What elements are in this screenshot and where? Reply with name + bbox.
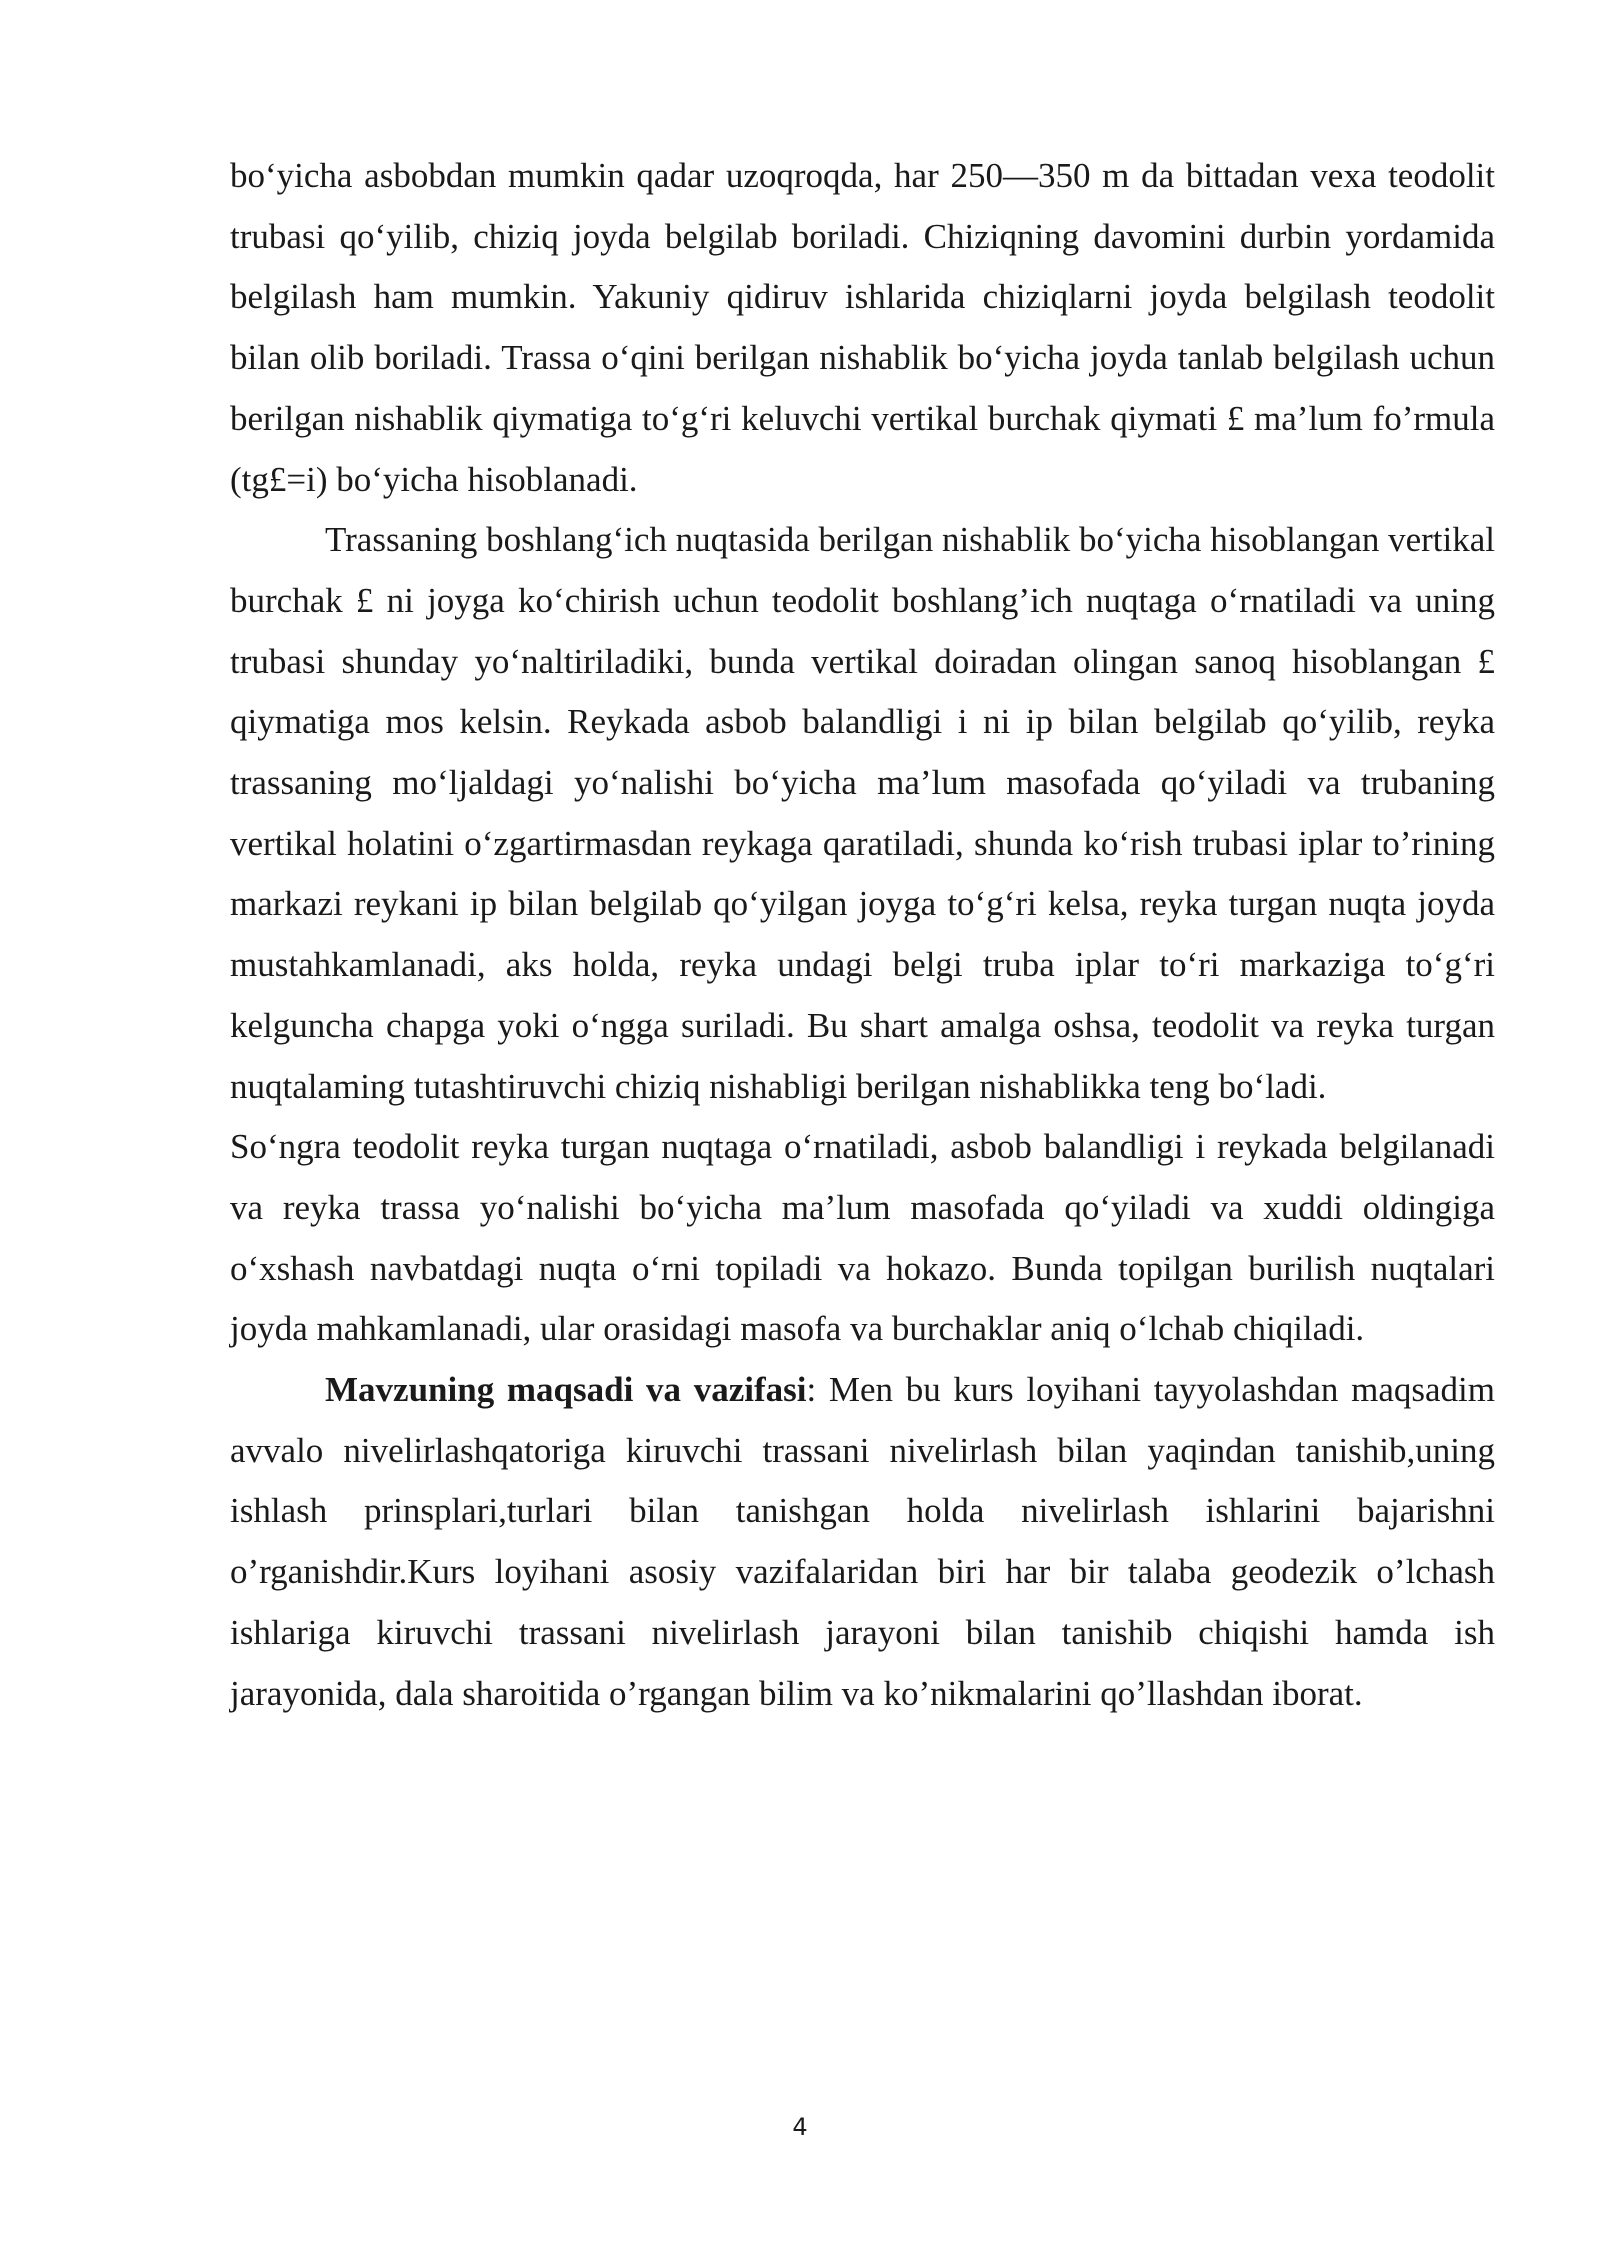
section-heading-inline: Mavzuning maqsadi va vazifasi bbox=[325, 1370, 807, 1410]
paragraph-4-text: : Men bu kurs loyihani tayyolashdan maqsadim avvalo nivelirlashqatoriga kiruvchi trassani nivelirlash bilan yaqindan tanishib,uning ishlash prinsplari,turlari bilan tanishgan holda nivelirlash ishlarini bajarishni o’rganishdir.Kurs loyihani asosiy vazifalaridan biri har bir talaba geodezik o’lchash ishlariga kiruvchi trassani nivelirlash jarayoni bilan tanishib chiqishi hamda ish jarayonida, dala sharoitida o’rgangan bilim va ko’nikmalarini qo’llashdan iborat. bbox=[230, 1370, 1495, 1713]
body-text bbox=[230, 146, 1495, 1724]
paragraph-3: So‘ngra teodolit reyka turgan nuqtaga o‘rnatiladi, asbob balandligi i reykada belgilanadi va reyka trassa yo‘nalishi bo‘yicha ma’lum masofada qo‘yiladi va xuddi oldingiga o‘xshash navbatdagi nuqta o‘rni topiladi va hokazo. Bunda topilgan burilish nuqtalari joyda mahkamlanadi, ular orasidagi masofa va burchaklar aniq o‘lchab chiqiladi. bbox=[230, 1127, 1495, 1349]
page-number: 4 bbox=[792, 2113, 808, 2141]
paragraph-1: bo‘yicha asbobdan mumkin qadar uzoqroqda, har 250—350 m da bittadan vexa teodolit trubasi qo‘yilib, chiziq joyda belgilab boriladi. Chiziqning davomini durbin yordamida belgilash ham mumkin. Yakuniy qidiruv ishlarida chiziqlarni joyda belgilash teodolit bilan olib boriladi. Trassa o‘qini berilgan nishablik bo‘yicha joyda tanlab belgilash uchun berilgan nishablik qiymatiga to‘g‘ri keluvchi vertikal burchak qiymati £ ma’lum fo’rmula (tg£=i) bo‘yicha hisoblanadi. bbox=[230, 156, 1495, 499]
paragraph-2: Trassaning boshlang‘ich nuqtasida berilgan nishablik bo‘yicha hisoblangan vertikal burchak £ ni joyga ko‘chirish uchun teodolit boshlang’ich nuqtaga o‘rnatiladi va uning trubasi shunday yo‘naltiriladiki, bunda vertikal doiradan olingan sanoq hisoblangan £ qiymatiga mos kelsin. Reykada asbob balandligi i ni ip bilan belgilab qo‘yilib, reyka trassaning mo‘ljaldagi yo‘nalishi bo‘yicha ma’lum masofada qo‘yiladi va trubaning vertikal holatini o‘zgartirmasdan reykaga qaratiladi, shunda ko‘rish trubasi iplar to’rining markazi reykani ip bilan belgilab qo‘yilgan joyga to‘g‘ri kelsa, reyka turgan nuqta joyda mustahkamlanadi, aks holda, reyka undagi belgi truba iplar to‘ri markaziga to‘g‘ri kelguncha chapga yoki o‘ngga suriladi. Bu shart amalga oshsa, teodolit va reyka turgan nuqtalaming tutashtiruvchi chiziq nishabligi berilgan nishablikka teng bo‘ladi. bbox=[230, 520, 1496, 1106]
paragraph-4 bbox=[230, 1360, 1495, 1724]
